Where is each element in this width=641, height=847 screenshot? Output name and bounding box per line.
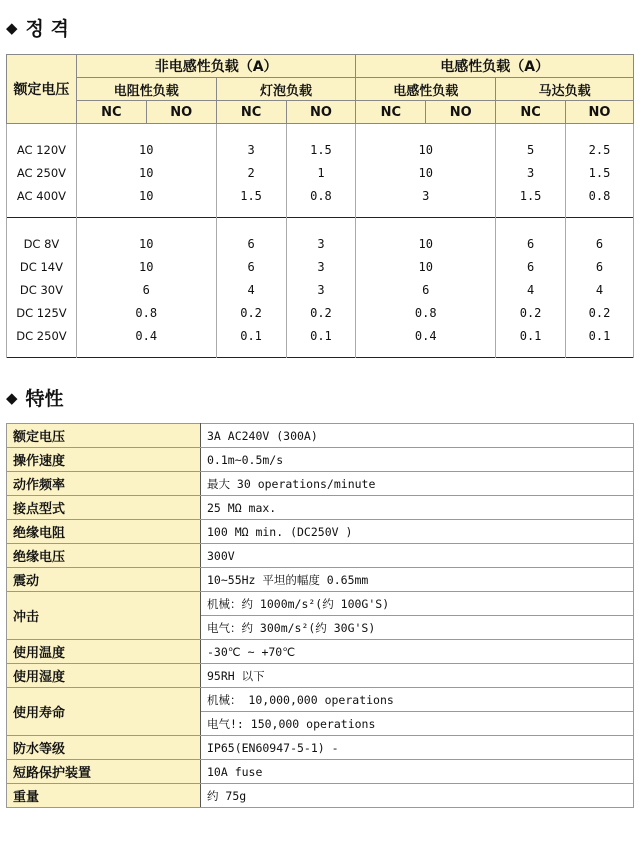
spec-value: 300V — [201, 544, 634, 568]
rating-row — [7, 324, 634, 358]
diamond-bullet-icon: ◆ — [6, 389, 18, 407]
spec-row — [7, 568, 634, 592]
contact-header: NO — [566, 101, 634, 124]
spec-label: 使用寿命 — [7, 688, 201, 736]
diamond-bullet-icon: ◆ — [6, 19, 18, 37]
rating-value: 0.8 — [566, 184, 634, 218]
rating-value: 6 — [566, 255, 634, 278]
section-title-text: 정 격 — [25, 18, 69, 40]
non-inductive-header: 非电感性负载（A） — [76, 55, 356, 78]
spec-row — [7, 520, 634, 544]
spec-row — [7, 640, 634, 664]
spec-value: 25 MΩ max. — [201, 496, 634, 520]
rating-value: 1.5 — [566, 161, 634, 184]
spec-row — [7, 496, 634, 520]
rating-value: 10 — [76, 184, 216, 218]
rating-value: 3 — [216, 124, 286, 162]
spec-value: 约 75g — [201, 784, 634, 808]
rating-value: 10 — [356, 255, 496, 278]
rating-value: 10 — [76, 161, 216, 184]
voltage-label: DC 14V — [7, 255, 77, 278]
rating-value: 6 — [216, 218, 286, 256]
rating-value: 6 — [566, 218, 634, 256]
rating-value: 1.5 — [496, 184, 566, 218]
section-title-rating — [6, 14, 69, 41]
rating-value: 10 — [76, 218, 216, 256]
rating-value: 3 — [496, 161, 566, 184]
rating-value: 2 — [216, 161, 286, 184]
spec-value: 电气!: 150,000 operations — [201, 712, 634, 736]
spec-value: IP65(EN60947-5-1) - — [201, 736, 634, 760]
rating-value: 0.1 — [566, 324, 634, 358]
rating-row — [7, 278, 634, 301]
rating-value: 4 — [496, 278, 566, 301]
inductive-load-header: 电感性负载 — [356, 78, 496, 101]
spec-label: 绝缘电阻 — [7, 520, 201, 544]
rating-value: 0.2 — [286, 301, 356, 324]
rating-value: 0.1 — [496, 324, 566, 358]
rating-value: 3 — [286, 278, 356, 301]
voltage-label: DC 250V — [7, 324, 77, 358]
spec-row — [7, 760, 634, 784]
spec-label: 接点型式 — [7, 496, 201, 520]
motor-load-header: 马达负载 — [496, 78, 634, 101]
spec-value: 最大 30 operations/minute — [201, 472, 634, 496]
rating-value: 0.8 — [286, 184, 356, 218]
rating-value: 3 — [356, 184, 496, 218]
spec-row — [7, 472, 634, 496]
spec-value: 10A fuse — [201, 760, 634, 784]
spec-label: 短路保护装置 — [7, 760, 201, 784]
contact-header: NC — [356, 101, 426, 124]
spec-value: 机械：约 1000m/s²(约 100G'S) — [201, 592, 634, 616]
rating-value: 3 — [286, 218, 356, 256]
rating-table — [6, 54, 634, 358]
inductive-header: 电感性负载（A） — [356, 55, 634, 78]
spec-value: 0.1m~0.5m/s — [201, 448, 634, 472]
rating-value: 1 — [286, 161, 356, 184]
spec-row — [7, 664, 634, 688]
voltage-label: AC 400V — [7, 184, 77, 218]
spec-label: 使用温度 — [7, 640, 201, 664]
spec-row — [7, 424, 634, 448]
spec-label: 重量 — [7, 784, 201, 808]
spec-value: 10~55Hz 平坦的幅度 0.65mm — [201, 568, 634, 592]
rating-value: 0.1 — [216, 324, 286, 358]
spec-row — [7, 544, 634, 568]
rating-row — [7, 255, 634, 278]
spec-label: 额定电压 — [7, 424, 201, 448]
spec-label: 使用湿度 — [7, 664, 201, 688]
rating-value: 10 — [356, 161, 496, 184]
voltage-label: AC 120V — [7, 124, 77, 162]
rating-value: 4 — [216, 278, 286, 301]
rating-value: 4 — [566, 278, 634, 301]
contact-header: NC — [216, 101, 286, 124]
rated-voltage-header: 额定电压 — [7, 55, 77, 124]
rating-value: 10 — [356, 124, 496, 162]
spec-row — [7, 592, 634, 616]
rating-row — [7, 161, 634, 184]
rating-value: 10 — [356, 218, 496, 256]
spec-value: 100 MΩ min. (DC250V ) — [201, 520, 634, 544]
resistive-load-header: 电阻性负载 — [76, 78, 216, 101]
voltage-label: DC 125V — [7, 301, 77, 324]
spec-value: -30℃ ~ +70℃ — [201, 640, 634, 664]
rating-value: 6 — [76, 278, 216, 301]
rating-value: 6 — [496, 255, 566, 278]
spec-row — [7, 784, 634, 808]
rating-value: 0.4 — [356, 324, 496, 358]
spec-label: 操作速度 — [7, 448, 201, 472]
rating-value: 0.1 — [286, 324, 356, 358]
rating-value: 10 — [76, 255, 216, 278]
spec-value: 95RH 以下 — [201, 664, 634, 688]
rating-value: 0.2 — [496, 301, 566, 324]
voltage-label: DC 8V — [7, 218, 77, 256]
rating-value: 0.8 — [76, 301, 216, 324]
spec-label: 冲击 — [7, 592, 201, 640]
spec-label: 震动 — [7, 568, 201, 592]
rating-value: 0.2 — [216, 301, 286, 324]
contact-header: NO — [286, 101, 356, 124]
rating-value: 1.5 — [286, 124, 356, 162]
contact-header: NC — [496, 101, 566, 124]
contact-header: NO — [146, 101, 216, 124]
section-title-text: 特性 — [25, 388, 64, 410]
rating-value: 1.5 — [216, 184, 286, 218]
spec-value: 电气：约 300m/s²(约 30G'S) — [201, 616, 634, 640]
spec-label: 动作频率 — [7, 472, 201, 496]
rating-row — [7, 184, 634, 218]
spec-row — [7, 448, 634, 472]
section-title-characteristics — [6, 384, 64, 411]
rating-value: 0.2 — [566, 301, 634, 324]
rating-value: 2.5 — [566, 124, 634, 162]
rating-value: 0.4 — [76, 324, 216, 358]
rating-value: 6 — [356, 278, 496, 301]
spec-table — [6, 423, 634, 808]
voltage-label: DC 30V — [7, 278, 77, 301]
voltage-label: AC 250V — [7, 161, 77, 184]
spec-value: 3A AC240V (300A) — [201, 424, 634, 448]
rating-value: 0.8 — [356, 301, 496, 324]
spec-label: 绝缘电压 — [7, 544, 201, 568]
rating-value: 10 — [76, 124, 216, 162]
lamp-load-header: 灯泡负载 — [216, 78, 356, 101]
rating-row — [7, 301, 634, 324]
spec-row — [7, 736, 634, 760]
spec-label: 防水等级 — [7, 736, 201, 760]
rating-row — [7, 124, 634, 162]
spec-value: 机械： 10,000,000 operations — [201, 688, 634, 712]
contact-header: NO — [426, 101, 496, 124]
contact-header: NC — [76, 101, 146, 124]
rating-value: 6 — [216, 255, 286, 278]
rating-value: 3 — [286, 255, 356, 278]
rating-value: 5 — [496, 124, 566, 162]
rating-row — [7, 218, 634, 256]
rating-value: 6 — [496, 218, 566, 256]
spec-row — [7, 688, 634, 712]
